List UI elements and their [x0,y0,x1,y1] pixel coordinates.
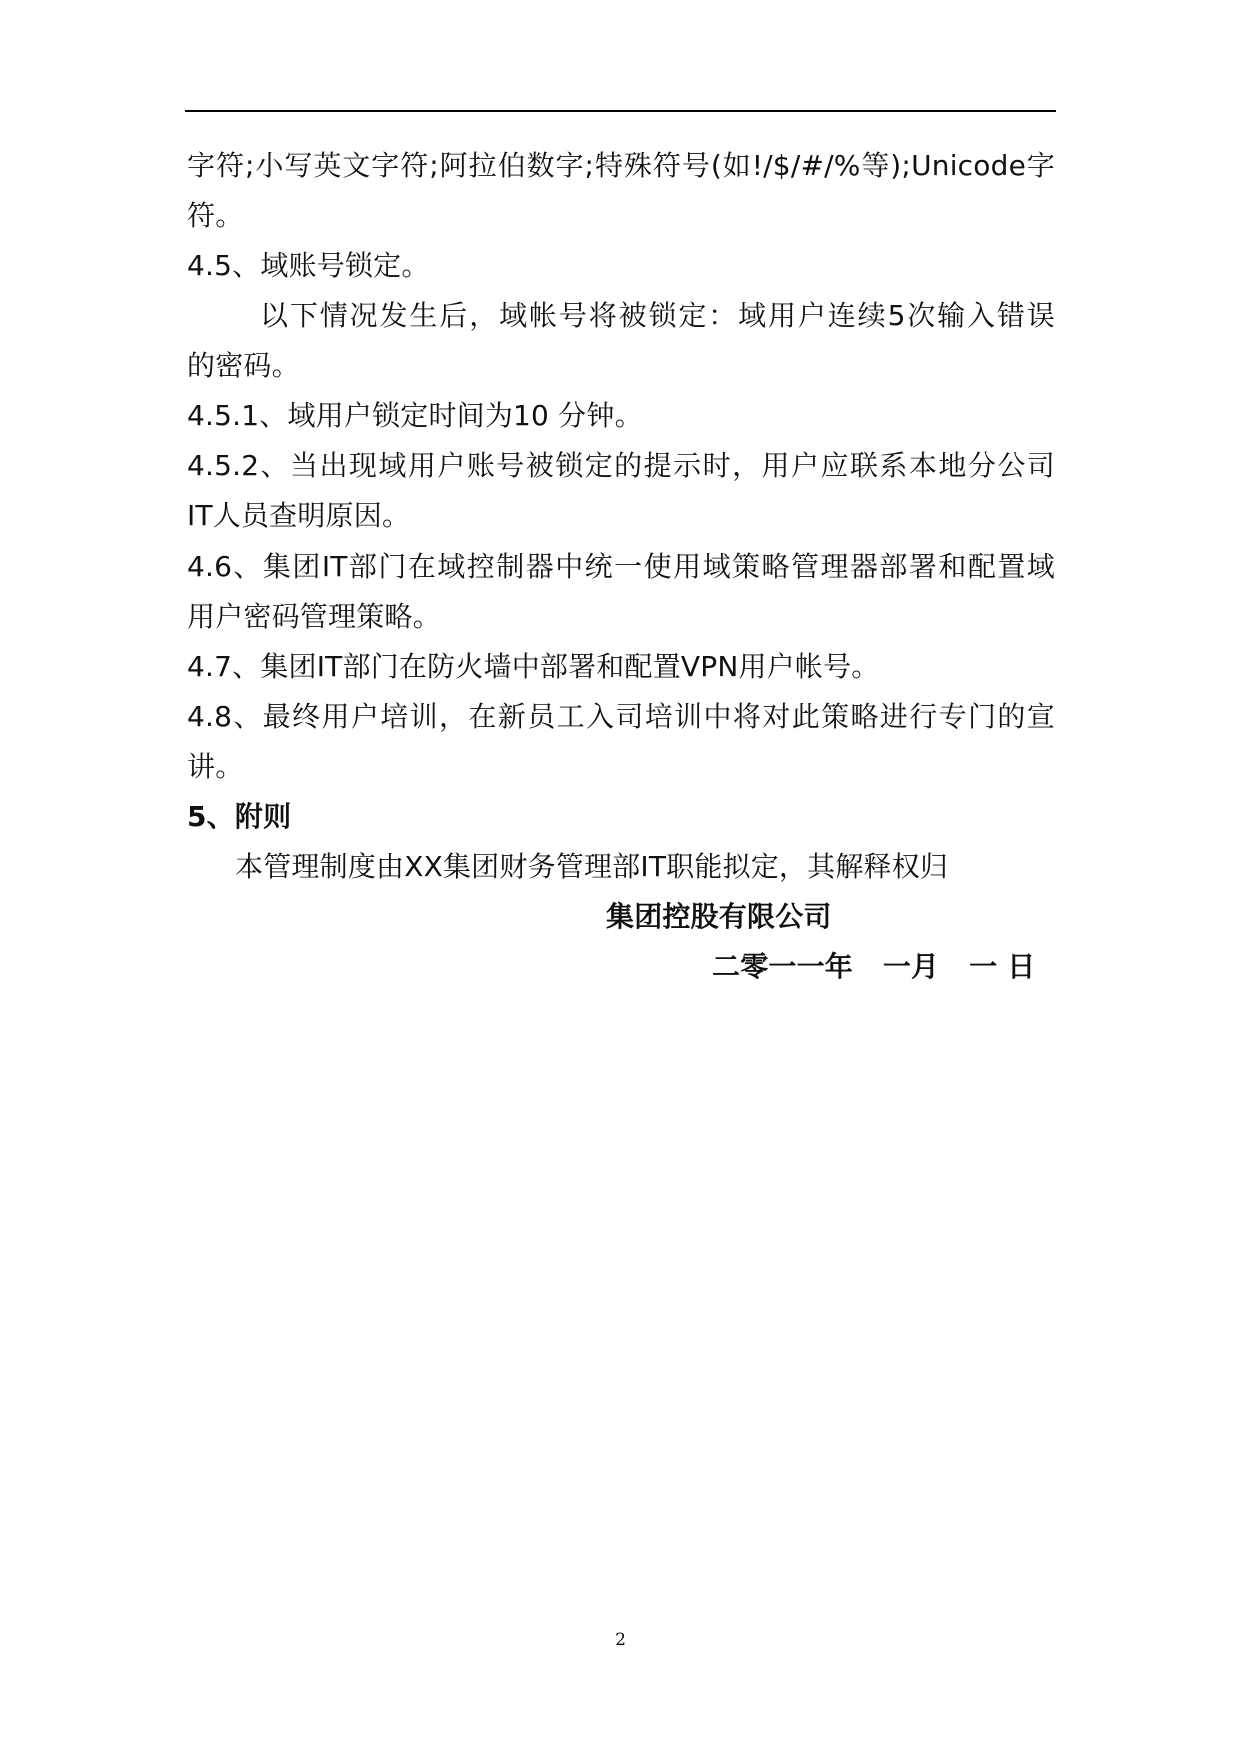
section-heading-5: 5、附则 [187,800,292,833]
clause-4-5-1: 4.5.1、域用户锁定时间为10 分钟。 [187,399,643,432]
signature-date: 二零一一年 一月 一 日 [712,950,1036,983]
paragraph-line: 讲。 [187,750,244,783]
section-heading-4-5: 4.5、域账号锁定。 [187,249,430,282]
page-number: 2 [615,1630,626,1650]
header-rule [185,110,1056,112]
clause-4-6: 4.6、集团IT部门在域控制器中统一使用域策略管理器部署和配置域 [187,550,1055,583]
paragraph-line: 字符;小写英文字符;阿拉伯数字;特殊符号(如!/$/#/%等);Unicode字 [187,149,1055,182]
paragraph-line: 符。 [187,199,244,232]
clause-4-5-2: 4.5.2、当出现域用户账号被锁定的提示时，用户应联系本地分公司 [187,449,1055,482]
paragraph-line: 以下情况发生后，域帐号将被锁定：域用户连续5次输入错误 [260,299,1055,332]
paragraph-line: 的密码。 [187,349,300,382]
paragraph-line: 本管理制度由XX集团财务管理部IT职能拟定，其解释权归 [235,850,949,883]
clause-4-7: 4.7、集团IT部门在防火墙中部署和配置VPN用户帐号。 [187,650,880,683]
paragraph-line: 用户密码管理策略。 [187,600,441,633]
clause-4-8: 4.8、最终用户培训，在新员工入司培训中将对此策略进行专门的宣 [187,700,1055,733]
paragraph-line: IT人员查明原因。 [187,499,411,532]
signature-company: 集团控股有限公司 [606,900,832,933]
